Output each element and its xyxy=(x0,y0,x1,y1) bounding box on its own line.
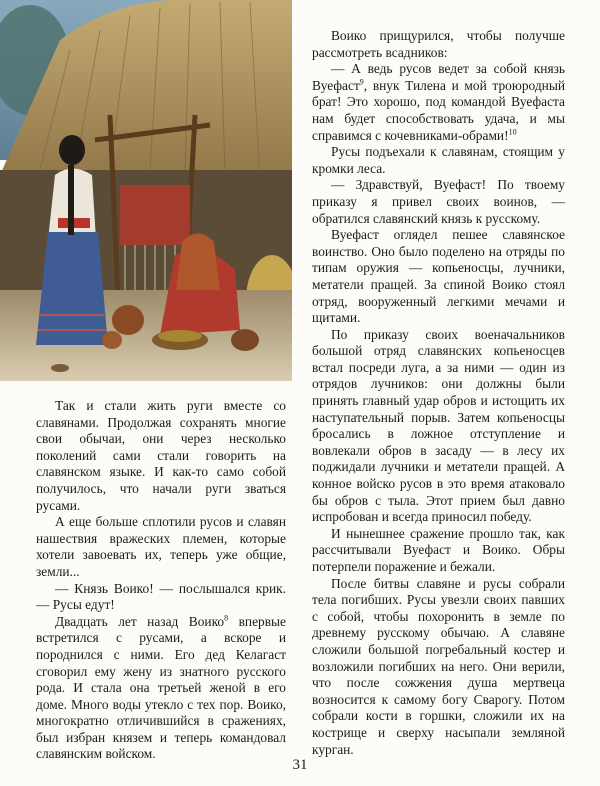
left-column xyxy=(36,398,286,763)
paragraph-text: Двадцать лет назад Воико xyxy=(55,613,225,629)
paragraph-text: — Князь Воико! — послышался крик. — Русы едут! xyxy=(36,580,286,613)
paragraph xyxy=(312,576,565,759)
paragraph-text: , внук Тилена и мой троюродный брат! Это хорошо, под командой Вуефаста нам будет способствовать удача, и мы справимся с кочевниками-обрами! xyxy=(312,77,565,143)
village-scene-illustration xyxy=(0,0,292,381)
paragraph-text: А еще больше сплотили русов и славян нашествия вражеских племен, которые хотели завоевать их, теперь уже общие, земли... xyxy=(36,514,286,579)
paragraph xyxy=(312,28,565,61)
paragraph-text: И нынешнее сражение прошло так, как рассчитывали Вуефаст и Воико. Обры потерпели поражение и бежали. xyxy=(312,525,565,574)
paragraph xyxy=(312,327,565,526)
paragraph-text: Так и стали жить руги вместе со славянами. Продолжая сохранять многие свои обычаи, они через несколько поколений сами стали говорить на славянском языке. И как-то само собой получилось, что начали руги зваться русами. xyxy=(36,398,286,513)
footnote-marker: 10 xyxy=(508,127,517,137)
paragraph-text: Русы подъехали к славянам, стоящим у кромки леса. xyxy=(312,144,565,176)
paragraph-text: — А ведь русов ведет за собой князь Вуефаст xyxy=(312,61,565,93)
paragraph xyxy=(36,398,286,514)
paragraph xyxy=(312,227,565,327)
paragraph xyxy=(312,144,565,177)
footnote-marker: 8 xyxy=(224,613,229,623)
paragraph xyxy=(36,581,286,614)
page-number: 31 xyxy=(292,757,308,773)
footnote-marker: 9 xyxy=(359,77,364,87)
paragraph-text: впервые встретился с русами, а вскоре и породнился с ними. Его дед Келагаст сговорил ему жену из знатного русского рода. И стала она третьей женой в его доме. Много воды утекло с тех пор. Воико, многократно отличившийся в сражениях, был избран князем и теперь командовал славянским войском. xyxy=(36,613,286,762)
illustration xyxy=(0,0,292,381)
paragraph-text: По приказу своих военачальников большой отряд славянских копьеносцев встал посреди луга, а за ними — один из отрядов лучников: они должны были принять главный удар обров и истощить их наступательный порыв. Затем копьеносцы бросались в ложное отступление и вовлекали обров в засаду — в лесу их поджидали лучники и метатели пращей. А конное войско русов в это время атаковало бы обров с тыла. Этот прием был давно испробован и всегда приносил победу. xyxy=(312,326,565,525)
paragraph-text: Вуефаст оглядел пешее славянское воинство. Оно было поделено на отряды по типам оружия — копьеносцы, лучники, метатели пращей. За спиной Воико стоял отряд, вооруженный легкими мечами и щитами. xyxy=(312,227,565,326)
paragraph xyxy=(36,614,286,763)
paragraph xyxy=(312,61,565,144)
paragraph xyxy=(36,514,286,580)
paragraph-text: После битвы славяне и русы собрали тела погибших. Русы увезли своих павших с собой, чтобы похоронить в земле по древнему русскому обычаю. А славяне сложили большой погребальный костер и возложили погибших на него. Они верили, что после сожжения душа мертвеца возносится к самому богу Сварогу. Потом собрали кости в горшки, сложили их на кострище и сверху насыпали земляной курган. xyxy=(312,575,565,757)
paragraph xyxy=(312,526,565,576)
paragraph xyxy=(312,177,565,227)
right-column xyxy=(312,28,565,758)
paragraph-text: Воико прищурился, чтобы получше рассмотреть всадников: xyxy=(312,28,565,60)
paragraph-text: — Здравствуй, Вуефаст! По твоему приказу я привел своих воинов, — обратился славянский князь к русскому. xyxy=(312,177,565,226)
